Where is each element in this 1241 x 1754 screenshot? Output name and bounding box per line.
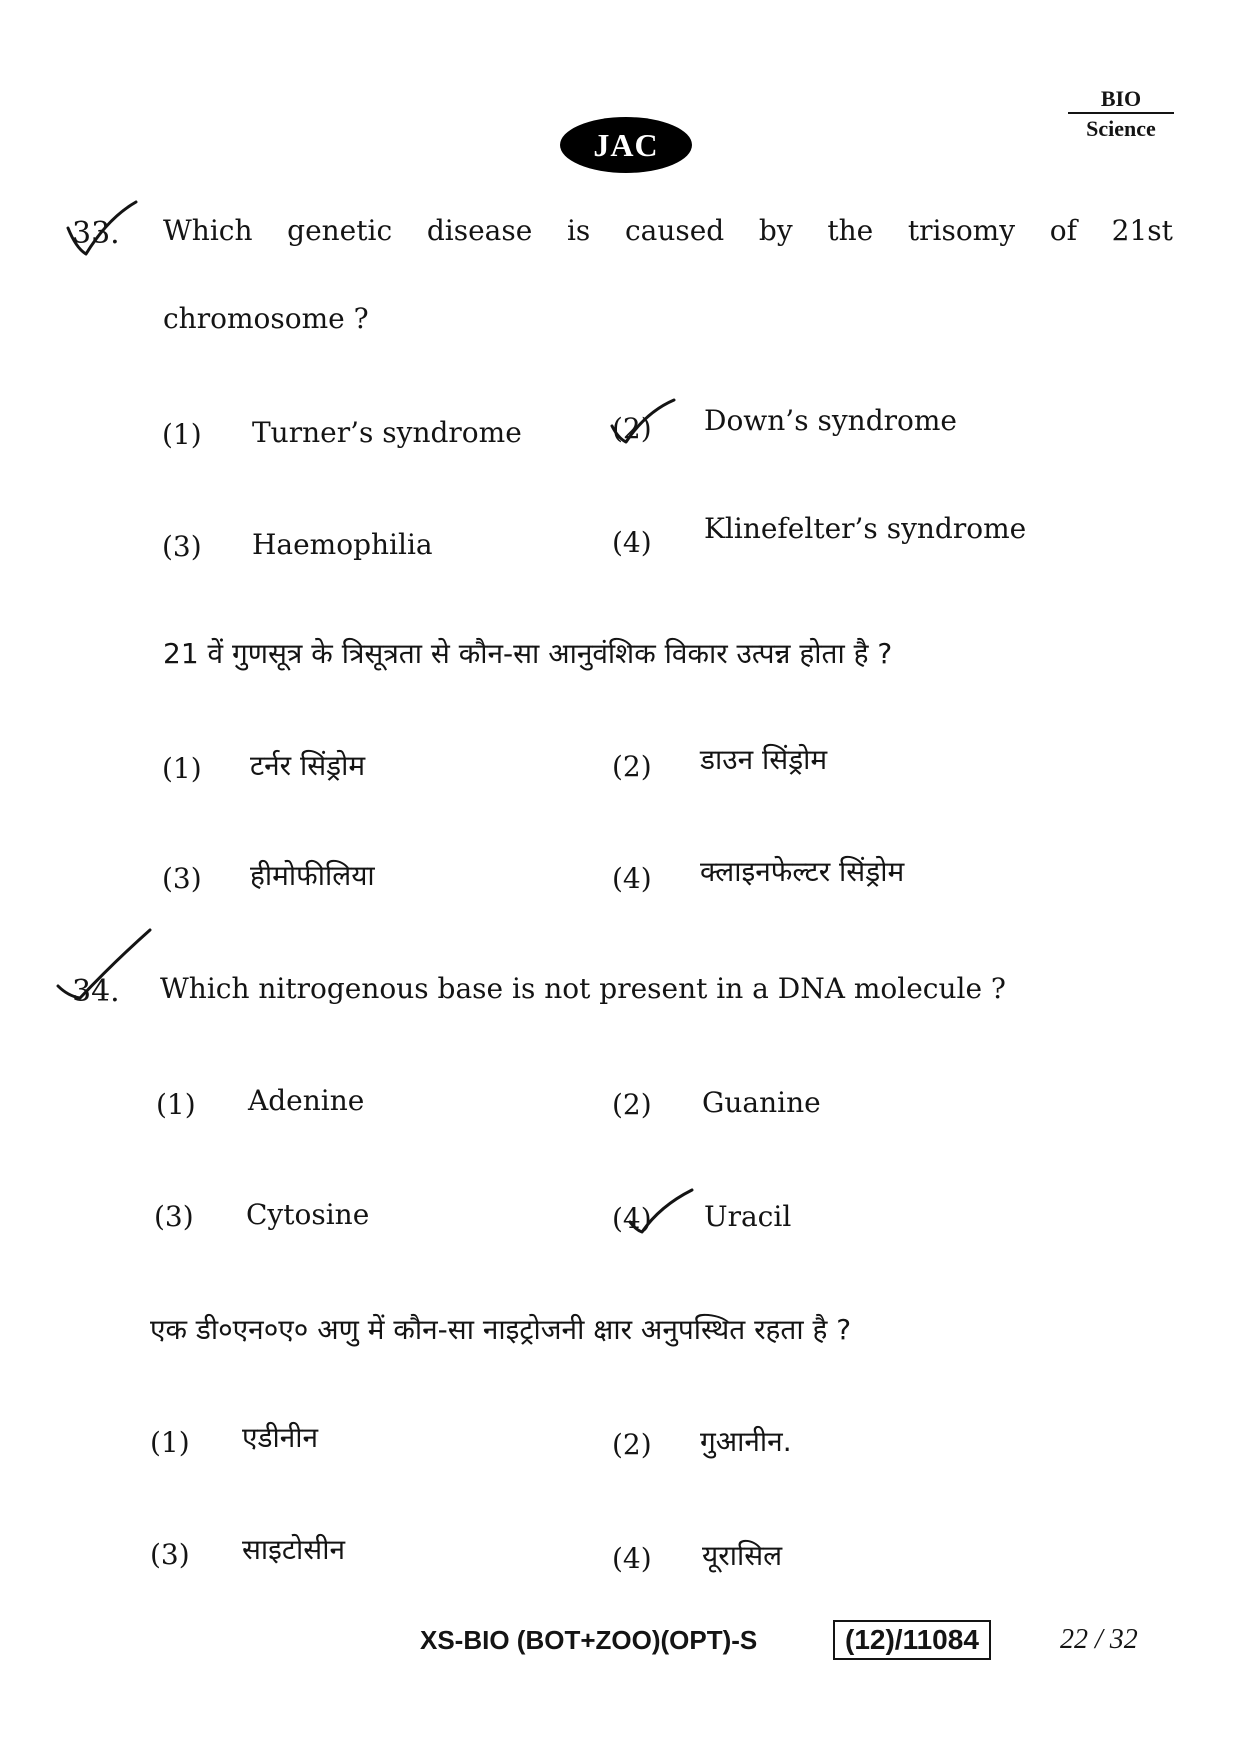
question-33-hindi: 21 वें गुणसूत्र के त्रिसूत्रता से कौन-सा आनुवंशिक विकार उत्पन्न होता है ?: [163, 637, 893, 670]
q33-word: 21st: [1111, 214, 1173, 247]
q33-word: genetic: [287, 214, 393, 247]
q33-option-3-number: (3): [162, 530, 202, 563]
q33-hindi-option-4-number: (4): [612, 862, 652, 895]
q34-option-3-text: Cytosine: [246, 1198, 370, 1231]
q34-option-1-text: Adenine: [248, 1084, 365, 1117]
subject-label: [1068, 86, 1174, 142]
logo-text: JAC: [593, 126, 659, 163]
q34-hindi-option-2-number: (2): [612, 1428, 652, 1461]
tick-mark-q34: [54, 926, 154, 1006]
question-33-line2: chromosome ?: [163, 302, 369, 335]
q34-hindi-option-4-number: (4): [612, 1542, 652, 1575]
question-34-line1: Which nitrogenous base is not present in a DNA molecule ?: [160, 972, 1006, 1005]
paper-code: XS-BIO (BOT+ZOO)(OPT)-S: [420, 1625, 758, 1655]
q33-word: Which: [163, 214, 253, 247]
q34-hindi-option-1-text: एडीनीन: [242, 1421, 319, 1454]
q33-word: disease: [426, 214, 533, 247]
q34-option-1-number: (1): [156, 1088, 196, 1121]
q34-hindi-option-2-text: गुआनीन.: [700, 1425, 792, 1458]
q33-option-2-text: Down’s syndrome: [704, 404, 957, 437]
q33-hindi-option-3-text: हीमोफीलिया: [250, 859, 375, 892]
q33-hindi-option-4-text: क्लाइनफेल्टर सिंड्रोम: [700, 855, 905, 888]
question-33-line1: [163, 214, 1173, 247]
q33-word: is: [566, 214, 591, 247]
q33-option-4-number: (4): [612, 526, 652, 559]
q33-word: by: [758, 214, 793, 247]
q33-hindi-option-3-number: (3): [162, 862, 202, 895]
q34-option-3-number: (3): [154, 1200, 194, 1233]
subject-bottom: Science: [1086, 116, 1156, 141]
tick-mark-q33: [64, 198, 144, 262]
q34-hindi-option-3-number: (3): [150, 1538, 190, 1571]
q33-word: of: [1049, 214, 1077, 247]
q34-option-4-text: Uracil: [704, 1200, 792, 1233]
paper-serial-box: (12)/11084: [833, 1620, 991, 1660]
subject-top: BIO: [1100, 86, 1142, 111]
question-34-number: 34.: [72, 974, 120, 1009]
q34-hindi-option-3-text: साइटोसीन: [242, 1533, 346, 1566]
q33-option-1-text: Turner’s syndrome: [252, 416, 522, 449]
page-number: 22 / 32: [1060, 1624, 1138, 1655]
q34-option-2-number: (2): [612, 1088, 652, 1121]
q33-option-1-number: (1): [162, 418, 202, 451]
q33-word: caused: [624, 214, 725, 247]
q34-option-2-text: Guanine: [702, 1086, 821, 1119]
q33-option-2-number: (2): [612, 412, 652, 445]
question-34-hindi: एक डी०एन०ए० अणु में कौन-सा नाइट्रोजनी क्षार अनुपस्थित रहता है ?: [150, 1313, 852, 1346]
q33-word: the: [827, 214, 874, 247]
tick-mark-q34-answer: [626, 1186, 696, 1236]
jac-logo: [560, 117, 692, 173]
q33-option-3-text: Haemophilia: [252, 528, 433, 561]
question-33-number: 33.: [72, 216, 120, 251]
q34-option-4-number: (4): [612, 1202, 652, 1235]
q33-hindi-option-2-text: डाउन सिंड्रोम: [700, 743, 828, 776]
q33-hindi-option-1-text: टर्नर सिंड्रोम: [250, 749, 366, 782]
q33-hindi-option-2-number: (2): [612, 750, 652, 783]
q34-hindi-option-1-number: (1): [150, 1426, 190, 1459]
q33-option-4-text: Klinefelter’s syndrome: [704, 512, 1027, 545]
q33-word: trisomy: [907, 214, 1016, 247]
q33-hindi-option-1-number: (1): [162, 752, 202, 785]
subject-divider: [1068, 112, 1174, 114]
q34-hindi-option-4-text: यूरासिल: [702, 1539, 783, 1572]
tick-mark-q33-answer: [608, 396, 680, 446]
